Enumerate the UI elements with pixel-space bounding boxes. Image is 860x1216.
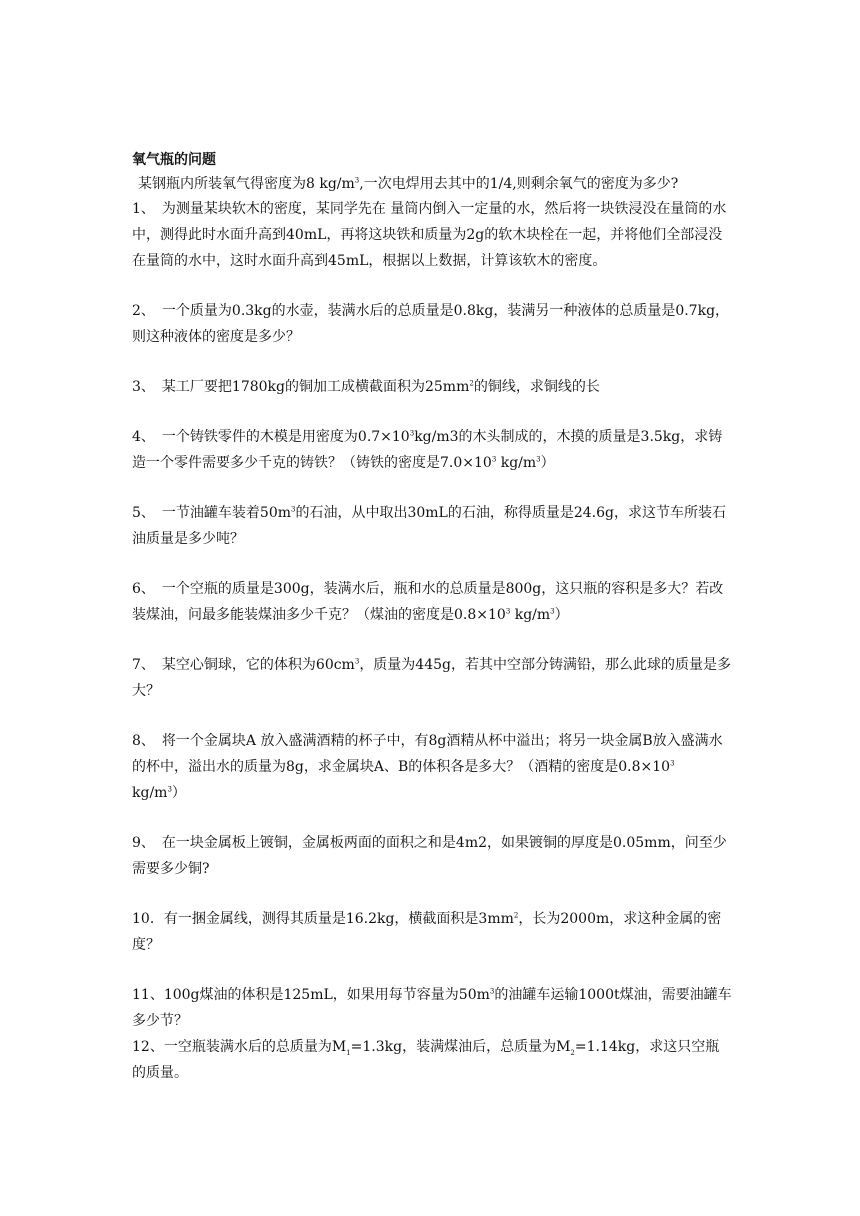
question-7-sup: 3 xyxy=(354,657,360,666)
spacer xyxy=(132,628,732,652)
spacer xyxy=(132,476,732,500)
question-2: 2、 一个质量为0.3kg的水壶，装满水后的总质量是0.8kg，装满另一种液体的总质量是0.7kg，则这种液体的密度是多少？ xyxy=(132,303,730,345)
question-4-sup1: 3 xyxy=(409,429,415,438)
question-6-b: kg/m xyxy=(510,607,551,623)
question-7-post: ，质量为445g，若其中空部分铸满铅，那么此球的质量是多大？ xyxy=(132,657,731,699)
question-11-post: 的油罐车运输1000t煤油，需要油罐车多少节？ xyxy=(132,987,732,1029)
question-10-sup: 2 xyxy=(513,911,519,920)
question-4-sup3: 3 xyxy=(536,455,541,464)
question-12 xyxy=(132,1034,732,1086)
intro-text-pre: 某钢瓶内所装氧气得密度为8 kg/m xyxy=(138,176,355,192)
question-3-pre: 3、 某工厂要把1780kg的铜加工成横截面积为25mm xyxy=(132,379,470,395)
question-6-sup1: 3 xyxy=(505,607,511,616)
question-6-a: 6、 一个空瓶的质量是300g，装满水后，瓶和水的总质量是800g，这只瓶的容积是多大？若改装煤油，问最多能装煤油多少千克？（煤油的密度是0.8×10 xyxy=(132,581,724,623)
spacer xyxy=(132,704,732,728)
question-12-sub2: 2 xyxy=(570,1048,575,1057)
question-12-b: =1.3kg，装满煤油后，总质量为M xyxy=(350,1039,571,1055)
question-11 xyxy=(132,982,732,1034)
question-5-sup: 3 xyxy=(291,505,296,514)
question-4-d: ） xyxy=(540,455,555,471)
question-12-a: 12、一空瓶装满水后的总质量为M xyxy=(132,1039,347,1055)
spacer xyxy=(132,882,732,906)
question-3 xyxy=(132,374,732,400)
spacer xyxy=(132,806,732,830)
question-12-sub1: 1 xyxy=(346,1048,351,1057)
intro-question xyxy=(132,172,732,196)
document-title: 氧气瓶的问题 xyxy=(132,152,216,168)
question-1: 1、 为测量某块软木的密度，某同学先在 量筒内倒入一定量的水，然后将一块铁浸没在量筒的水中，测得此时水面升高到40mL，再将这块铁和质量为2g的软木块栓在一起，并将他们全部浸没在量筒的水中，这时水面升高到45mL，根据以上数据，计算该软木的密度。 xyxy=(132,201,727,269)
question-6 xyxy=(132,576,732,628)
question-4-a: 4、 一个铸铁零件的木模是用密度为0.7×10 xyxy=(132,429,410,445)
question-3-post: 的铜线，求铜线的长 xyxy=(473,379,600,395)
spacer xyxy=(132,958,732,982)
question-4 xyxy=(132,424,732,476)
question-10 xyxy=(132,906,732,958)
spacer xyxy=(132,400,732,424)
intro-superscript: 3 xyxy=(354,176,360,185)
question-5-post: 的石油，从中取出30mL的石油，称得质量是24.6g，求这节车所装石油质量是多少吨？ xyxy=(132,505,726,547)
question-12-c: =1.14kg，求这只空瓶的质量。 xyxy=(132,1039,720,1081)
question-4-sup2: 3 xyxy=(491,455,497,464)
spacer xyxy=(132,350,732,374)
spacer xyxy=(132,274,732,298)
question-8-sup2: 3 xyxy=(167,785,172,794)
intro-text-post: ,一次电焊用去其中的1/4,则剩余氧气的密度为多少? xyxy=(359,176,679,192)
question-10-pre: 10．有一捆金属线，测得其质量是16.2kg，横截面积是3mm xyxy=(132,911,514,927)
question-8-b: kg/m xyxy=(132,785,168,801)
question-7-pre: 7、 某空心铜球，它的体积为60cm xyxy=(132,657,355,673)
question-4-b: kg/m3的木头制成的，木摸的质量是3.5kg，求铸造一个零件需要多少千克的铸铁？（铸铁的密度是7.0×10 xyxy=(132,429,723,471)
question-3-sup: 2 xyxy=(469,379,474,388)
question-5-pre: 5、 一节油罐车装着50m xyxy=(132,505,291,521)
question-10-post: ，长为2000m，求这种金属的密度？ xyxy=(132,911,722,953)
question-8-a: 8、 将一个金属块A 放入盛满酒精的杯子中，有8g酒精从杯中溢出；将另一块金属B放入盛满水的杯中，溢出水的质量为8g，求金属块A、B的体积各是多大？（酒精的密度是0.8×10 xyxy=(132,733,723,775)
question-9: 9、 在一块金属板上镀铜，金属板两面的面积之和是4m2，如果镀铜的厚度是0.05mm，问至少需要多少铜? xyxy=(132,835,727,877)
question-6-c: ） xyxy=(554,607,569,623)
document-content xyxy=(132,148,732,1086)
question-8 xyxy=(132,728,732,806)
question-7 xyxy=(132,652,732,704)
spacer xyxy=(132,552,732,576)
question-11-pre: 11、100g煤油的体积是125mL，如果用每节容量为50m xyxy=(132,987,490,1003)
question-6-sup2: 3 xyxy=(550,607,555,616)
question-8-c: ） xyxy=(171,785,186,801)
question-8-sup1: 3 xyxy=(670,759,675,768)
question-11-sup: 3 xyxy=(489,987,495,996)
question-4-c: kg/m xyxy=(496,455,537,471)
question-5 xyxy=(132,500,732,552)
